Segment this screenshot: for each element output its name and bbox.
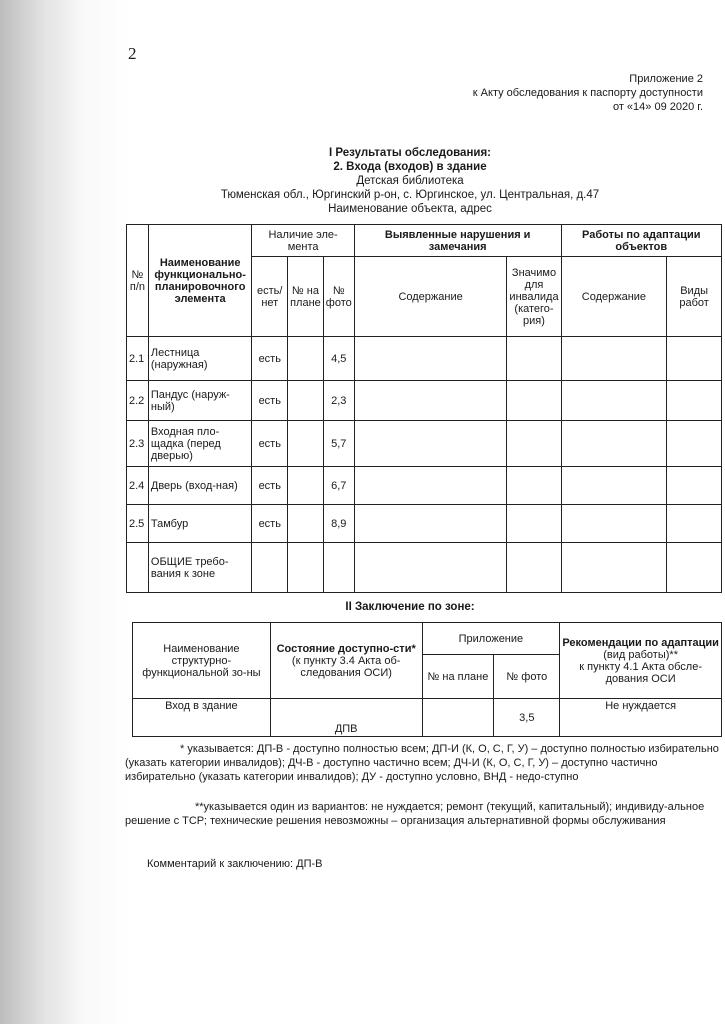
row-content [354, 337, 507, 381]
row-works-content [561, 421, 667, 467]
row-plan [422, 699, 494, 737]
header-state-sub: (к пункту 3.4 Акта об-следования ОСИ) [291, 654, 401, 679]
row-works-content [561, 381, 667, 421]
table-row [127, 467, 722, 505]
row-num: 2.1 [127, 337, 149, 381]
row-photo: 5,7 [323, 421, 354, 467]
header-yes-no: есть/ нет [252, 257, 288, 337]
row-significant [507, 337, 561, 381]
header-plan-no: № на плане [422, 655, 494, 699]
header-significant: Значимо для инвалида (катего-рия) [507, 257, 561, 337]
header-presence: Наличие эле-мента [252, 225, 354, 257]
table-row [133, 699, 722, 737]
header-plan-no: № на плане [288, 257, 324, 337]
page-number: 2 [128, 44, 137, 63]
row-photo: 2,3 [323, 381, 354, 421]
row-content [354, 505, 507, 543]
row-content [354, 421, 507, 467]
row-content [354, 467, 507, 505]
conclusion-comment: Комментарий к заключению: ДП-В [147, 858, 323, 870]
table-row [127, 421, 722, 467]
row-work-types [667, 337, 722, 381]
row-num: 2.2 [127, 381, 149, 421]
header-rec-title: Рекомендации по адаптации [562, 636, 719, 649]
appendix-reference [473, 72, 703, 114]
row-significant [507, 381, 561, 421]
row-present [252, 543, 288, 593]
header-appendix: Приложение [422, 623, 560, 655]
row-works-content [561, 543, 667, 593]
row-works-content [561, 337, 667, 381]
header-rec-sub2: к пункту 4.1 Акта обсле-дования ОСИ [579, 660, 703, 685]
row-work-types [667, 381, 722, 421]
row-present: есть [252, 505, 288, 543]
row-content [354, 543, 507, 593]
row-present: есть [252, 381, 288, 421]
object-caption: Наименование объекта, адрес [328, 203, 492, 215]
row-work-types [667, 467, 722, 505]
row-present: есть [252, 337, 288, 381]
row-element-name: Тамбур [148, 505, 252, 543]
row-works-content [561, 505, 667, 543]
row-num: 2.3 [127, 421, 149, 467]
row-photo: 8,9 [323, 505, 354, 543]
header-state [270, 623, 422, 699]
table-row [127, 505, 722, 543]
row-element-name: Входная пло-щадка (перед дверью) [148, 421, 252, 467]
row-significant [507, 467, 561, 505]
section1-title: I Результаты обследования: [329, 147, 491, 159]
header-photo-no: № фото [323, 257, 354, 337]
row-plan [288, 381, 324, 421]
section1-heading [120, 146, 700, 216]
appendix-line-1: Приложение 2 [629, 73, 703, 85]
row-state: ДПВ [270, 699, 422, 737]
row-num [127, 543, 149, 593]
section2-title: II Заключение по зоне: [345, 601, 475, 613]
appendix-line-2: к Акту обследования к паспорту доступности [472, 87, 703, 99]
row-plan [288, 543, 324, 593]
row-works-content [561, 467, 667, 505]
header-work-types: Виды работ [667, 257, 722, 337]
appendix-line-3: от «14» 09 2020 г. [612, 101, 703, 113]
header-recommendation [560, 623, 722, 699]
row-significant [507, 543, 561, 593]
row-present: есть [252, 467, 288, 505]
header-rec-sub1: (вид работы)** [603, 648, 678, 661]
row-plan [288, 337, 324, 381]
footnote-2: **указывается один из вариантов: не нуждается; ремонт (текущий, капитальный); индивиду-альное решение с ТСР; технические решения невозможны – организация альтернативной формы обслуживания [125, 801, 705, 827]
scan-shadow [0, 0, 80, 1024]
row-present: есть [252, 421, 288, 467]
header-violations: Выявленные нарушения и замечания [354, 225, 561, 257]
object-name: Детская библиотека [356, 175, 464, 187]
row-content [354, 381, 507, 421]
row-photo: 6,7 [323, 467, 354, 505]
row-plan [288, 467, 324, 505]
header-works-content: Содержание [561, 257, 667, 337]
header-num: № п/n [127, 225, 149, 337]
header-photo-no: № фото [494, 655, 560, 699]
row-element-name: Лестница (наружная) [148, 337, 252, 381]
header-zone-name: Наименование структурно-функциональной зо-ны [133, 623, 271, 699]
row-element-name: Дверь (вход-ная) [148, 467, 252, 505]
row-element-name: ОБЩИЕ требо-вания к зоне [148, 543, 252, 593]
row-photo: 3,5 [494, 699, 560, 737]
row-element-name: Пандус (наруж-ный) [148, 381, 252, 421]
conclusion-table [132, 622, 722, 737]
row-zone: Вход в здание [133, 699, 271, 737]
object-address: Тюменская обл., Юргинский р-он, с. Юргинское, ул. Центральная, д.47 [220, 189, 600, 201]
footnote-1: * указывается: ДП-В - доступно полностью всем; ДП-И (К, О, С, Г, У) – доступно полностью избирательно (указать категории инвалидов); ДЧ-В - доступно частично всем; ДЧ-И (К, О, С, Г, У) – доступно частично избирательно (указать категории инвалидов); ДУ - доступно условно, ВНД - недо-ступно [125, 743, 719, 783]
row-plan [288, 421, 324, 467]
inspection-table [126, 224, 722, 593]
header-content: Содержание [354, 257, 507, 337]
row-photo: 4,5 [323, 337, 354, 381]
row-plan [288, 505, 324, 543]
header-works: Работы по адаптации объектов [561, 225, 721, 257]
row-work-types [667, 505, 722, 543]
table-row [127, 543, 722, 593]
row-significant [507, 421, 561, 467]
row-work-types [667, 421, 722, 467]
row-work-types [667, 543, 722, 593]
row-photo [323, 543, 354, 593]
row-num: 2.5 [127, 505, 149, 543]
section1-subtitle: 2. Входа (входов) в здание [333, 161, 487, 173]
header-element-name: Наименование функционально-планировочного элемента [148, 225, 252, 337]
header-state-title: Состояние доступно-сти* [276, 642, 416, 655]
row-significant [507, 505, 561, 543]
row-recommendation: Не нуждается [560, 699, 722, 737]
row-num: 2.4 [127, 467, 149, 505]
table-row [127, 337, 722, 381]
table-row [127, 381, 722, 421]
